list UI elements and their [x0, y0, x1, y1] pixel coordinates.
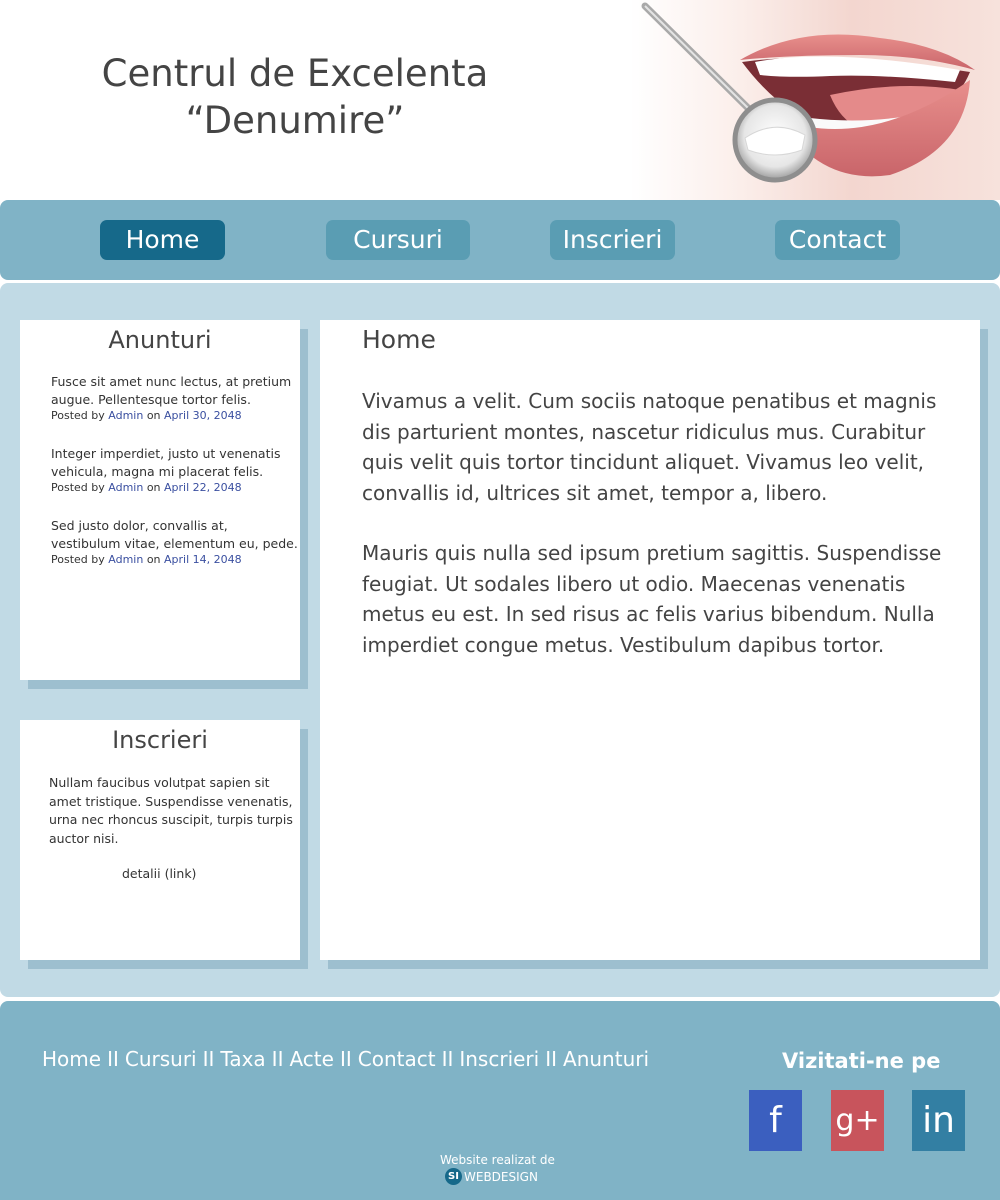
announcement-date-link[interactable]: April 14, 2048: [164, 553, 242, 566]
footer-link-inscrieri[interactable]: Inscrieri: [459, 1047, 540, 1071]
announcement-item: [51, 445, 301, 495]
nav-home-button[interactable]: Home: [100, 220, 225, 260]
si-webdesign-logo[interactable]: [440, 1168, 560, 1185]
main-content-panel: [320, 320, 980, 960]
announcement-author-link[interactable]: Admin: [108, 553, 144, 566]
announcement-date-link[interactable]: April 22, 2048: [164, 481, 242, 494]
footer-link-anunturi[interactable]: Anunturi: [563, 1047, 650, 1071]
hero-dental-image: [630, 0, 1000, 200]
nav-inscrieri-button[interactable]: Inscrieri: [550, 220, 675, 260]
announcement-text: Integer imperdiet, justo ut venenatis vehicula, magna mi placerat felis.: [51, 446, 281, 479]
site-title: [60, 50, 530, 144]
site-credit: [440, 1153, 560, 1185]
brand-name: WEBDESIGN: [464, 1169, 538, 1184]
site-title-line2: “Denumire”: [185, 99, 405, 142]
announcement-item: [51, 517, 301, 567]
site-footer: [0, 1001, 1000, 1200]
announcement-meta: Posted by Admin on April 14, 2048: [51, 553, 242, 566]
nav-contact-button[interactable]: Contact: [775, 220, 900, 260]
announcements-panel: [20, 320, 300, 680]
site-header: [0, 0, 1000, 200]
main-area: [0, 283, 1000, 997]
announcement-item: [51, 373, 301, 423]
announcement-meta: Posted by Admin on April 30, 2048: [51, 409, 242, 422]
footer-link-home[interactable]: Home: [42, 1047, 102, 1071]
announcement-author-link[interactable]: Admin: [108, 409, 144, 422]
nav-cursuri-button[interactable]: Cursuri: [326, 220, 470, 260]
registrations-text: Nullam faucibus volutpat sapien sit amet tristique. Suspendisse venenatis, urna nec rhoncus suscipit, turpis turpis auctor nisi.: [49, 775, 293, 846]
announcements-title: Anunturi: [108, 326, 212, 354]
google-plus-icon[interactable]: g+: [831, 1090, 884, 1151]
registrations-panel: [20, 720, 300, 960]
footer-link-contact[interactable]: Contact: [357, 1047, 436, 1071]
visit-us-label: Vizitati-ne pe: [782, 1049, 941, 1073]
credit-text: Website realizat de: [440, 1153, 555, 1167]
site-title-line1: Centrul de Excelenta: [101, 52, 489, 95]
announcement-meta: Posted by Admin on April 22, 2048: [51, 481, 242, 494]
main-navigation: [0, 200, 1000, 280]
linkedin-icon[interactable]: in: [912, 1090, 965, 1151]
registrations-title: Inscrieri: [112, 726, 208, 754]
footer-links: Home II Cursuri II Taxa II Acte II Contact II Inscrieri II Anunturi: [42, 1047, 650, 1071]
page-title: Home: [362, 325, 436, 354]
dental-mirror-smile-illustration: [630, 0, 1000, 200]
footer-link-acte[interactable]: Acte: [289, 1047, 334, 1071]
footer-link-cursuri[interactable]: Cursuri: [124, 1047, 197, 1071]
announcement-date-link[interactable]: April 30, 2048: [164, 409, 242, 422]
si-logo-icon: SI: [445, 1168, 462, 1185]
announcement-text: Sed justo dolor, convallis at, vestibulum vitae, elementum eu, pede.: [51, 518, 298, 551]
registrations-details-link[interactable]: detalii (link): [122, 866, 197, 881]
announcement-author-link[interactable]: Admin: [108, 481, 144, 494]
announcement-text: Fusce sit amet nunc lectus, at pretium augue. Pellentesque tortor felis.: [51, 374, 292, 407]
footer-link-taxa[interactable]: Taxa: [220, 1047, 266, 1071]
facebook-icon[interactable]: f: [749, 1090, 802, 1151]
content-paragraph-1: Vivamus a velit. Cum sociis natoque penatibus et magnis dis parturient montes, nascetur ridiculus mus. Curabitur quis velit quis tortor tincidunt aliquet. Vivamus leo velit, convallis id, ultrices sit amet, tempor a, libero.: [362, 389, 937, 505]
content-paragraph-2: Mauris quis nulla sed ipsum pretium sagittis. Suspendisse feugiat. Ut sodales libero ut odio. Maecenas venenatis metus eu est. In sed risus ac felis varius bibendum. Nulla imperdiet congue metus. Vestibulum dapibus tortor.: [362, 541, 942, 657]
